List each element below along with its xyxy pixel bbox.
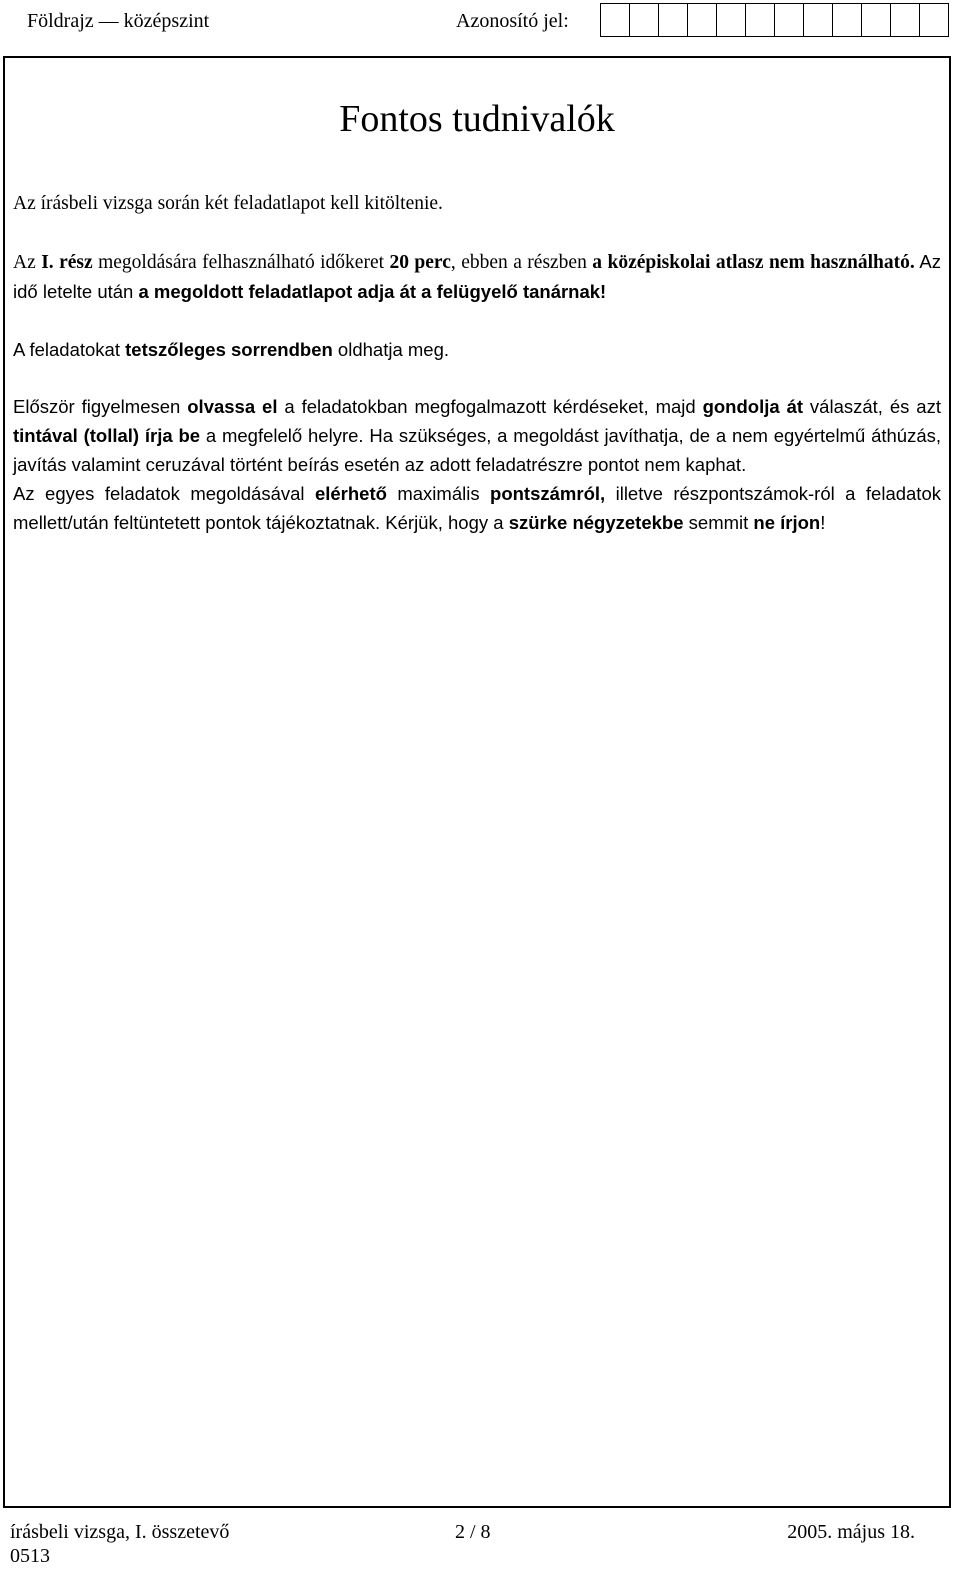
id-box[interactable] xyxy=(629,3,659,37)
id-box[interactable] xyxy=(890,3,920,37)
text: Először figyelmesen xyxy=(13,396,188,417)
id-box[interactable] xyxy=(687,3,717,37)
paragraph-intro: Az írásbeli vizsga során két feladatlapot kell kitöltenie. xyxy=(13,193,443,214)
page-number: 2 / 8 xyxy=(455,1521,491,1543)
text: megoldására felhasználható időkeret xyxy=(92,252,390,273)
id-box[interactable] xyxy=(919,3,949,37)
bold-text: a megoldott feladatlapot adja át a felügyelő tanárnak! xyxy=(138,281,607,302)
bold-text: szürke négyzetekbe xyxy=(508,512,684,533)
id-box[interactable] xyxy=(745,3,775,37)
id-box[interactable] xyxy=(716,3,746,37)
text: válaszát, és azt xyxy=(803,396,941,417)
text: Ha szükséges, a megoldást javíthatja, de a nem egyértelmű áthúzás, javítás valamint ceruzával történt beírás esetén az adott feladatrészre pontot nem kaphat. xyxy=(13,425,942,475)
subject-label: Földrajz — középszint xyxy=(27,10,210,32)
text: oldhatja meg. xyxy=(332,339,450,360)
bold-text: pontszámról, xyxy=(490,483,606,504)
bold-text: gondolja át xyxy=(702,396,804,417)
text: Az egyes feladatok megoldásával xyxy=(13,483,315,504)
footer-code: 0513 xyxy=(10,1545,50,1567)
bold-text: I. rész xyxy=(41,252,93,273)
content-frame xyxy=(3,56,951,1508)
footer-date: 2005. május 18. xyxy=(787,1521,915,1543)
text: illetve részpontszámok-ról a feladatok mellett/után feltüntetett pontok tájékoztatnak. Kérjük, hogy a xyxy=(13,483,941,533)
text: Az xyxy=(13,252,42,273)
text: maximális xyxy=(386,483,491,504)
text: , ebben a részben xyxy=(450,252,593,273)
id-box[interactable] xyxy=(803,3,833,37)
id-box[interactable] xyxy=(832,3,862,37)
id-boxes xyxy=(601,3,949,37)
text: ! xyxy=(820,512,826,533)
bold-text: a középiskolai atlasz nem használható. xyxy=(592,252,915,273)
bold-text: tetszőleges sorrendben xyxy=(125,339,333,360)
footer-exam-label: írásbeli vizsga, I. összetevő xyxy=(10,1521,230,1543)
text: semmit xyxy=(683,512,754,533)
bold-text: ne írjon xyxy=(753,512,821,533)
paragraph-reading xyxy=(13,392,941,479)
bold-text: 20 perc xyxy=(389,252,451,273)
id-box[interactable] xyxy=(600,3,630,37)
text: a megfelelő helyre. xyxy=(200,425,364,446)
bold-text: elérhető xyxy=(314,483,387,504)
id-box[interactable] xyxy=(861,3,891,37)
bold-text: tintával (tollal) írja be xyxy=(13,425,201,446)
paragraph-points xyxy=(13,479,941,537)
instructions xyxy=(13,189,941,537)
paragraph-order xyxy=(13,335,941,364)
id-label: Azonosító jel: xyxy=(456,10,569,32)
text: A feladatokat xyxy=(13,339,126,360)
text: Az idő letelte után xyxy=(13,251,941,302)
text: a feladatokban megfogalmazott kérdéseket, majd xyxy=(277,396,703,417)
page-header xyxy=(0,0,960,46)
bold-text: olvassa el xyxy=(187,396,278,417)
id-box[interactable] xyxy=(658,3,688,37)
page-title: Fontos tudnivalók xyxy=(339,98,615,141)
id-box[interactable] xyxy=(774,3,804,37)
paragraph-part-one xyxy=(13,247,941,307)
